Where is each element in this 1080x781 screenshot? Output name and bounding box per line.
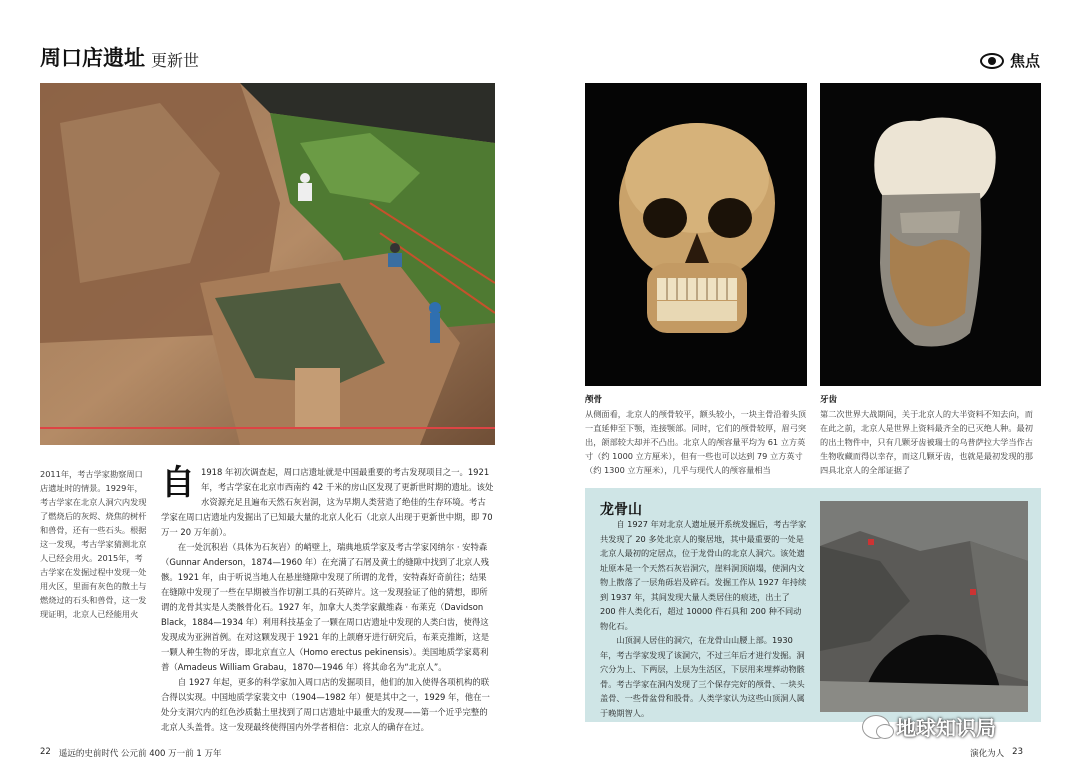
drop-cap: 自 <box>161 463 195 503</box>
page-title: 周口店遗址 <box>40 46 145 70</box>
body-paragraph: 1918 年初次调查起，周口店遗址就是中国最重要的考古发现项目之一。1921 年，考古学家在北京市西南约 42 千米的房山区发现了更新世时期的遗址。该处水资源充足且遍布天然石灰岩洞，这为早期人类营造了绝佳的生存环境。考古学家在周口店遗址内发掘出了已知最大量的北京人化石（北京人出现于更新世中期，即 70 万一 20 万年前）。 <box>161 467 494 537</box>
eye-icon <box>980 53 1004 69</box>
main-article <box>161 465 494 735</box>
cave-photo <box>820 501 1028 712</box>
footer-left <box>40 747 221 759</box>
focus-text: 焦点 <box>1009 52 1040 70</box>
skull-photo <box>585 83 807 386</box>
panel-title: 龙骨山 <box>600 502 642 518</box>
panel-paragraph: 山顶洞人居住的洞穴，在龙骨山山腰上部。1930 年，考古学家发现了该洞穴，不过三年后才进行发掘。洞穴分为上、下两层，上层为生活区，下层用来埋葬动物骸骨。考古学家在洞内发现了三个保存完好的颅骨、一块头盖骨、一些骨盆骨和股骨。人类学家认为这些山顶洞人属于晚期智人。 <box>600 635 805 718</box>
skull-caption-heading: 颅骨 <box>585 395 603 405</box>
chat-bubble-icon <box>862 715 890 739</box>
watermark-text: 地球知识局 <box>896 716 996 740</box>
tooth-caption-text: 第二次世界大战期间，关于北京人的大半资料不知去向，而在此之前，北京人是世界上资料最齐全的已灭绝人种。最初的出土物件中，只有几颗牙齿被瑞士的乌普萨拉大学当作古生物收藏而得以幸存，而这几颗牙齿，也就是最初发现的那四具北京人的全部证据了 <box>820 409 1033 475</box>
watermark <box>862 712 996 741</box>
body-paragraph: 自 1927 年起，更多的科学家加入周口店的发掘项目，他们的加入使得各项机构的联合得以实现。中国地质学家裴文中（1904—1982 年）便是其中之一，1929 年，他在一处分支洞穴内的红色沙质黏土里找到了周口店遗址中最重大的发现——第一个近乎完整的北京人头盖骨。这一发现最终使得国内外学者相信：北京人的确存在过。 <box>161 677 490 732</box>
page-number-right: 23 <box>1012 747 1023 757</box>
excavation-site-photo <box>40 83 495 445</box>
tooth-caption <box>820 393 1041 477</box>
focus-label <box>980 50 1040 71</box>
panel-paragraph: 自 1927 年对北京人遗址展开系统发掘后，考古学家共发现了 20 多处北京人的聚居地，其中最重要的一处是北京人最初的定居点，位于龙骨山的北京人洞穴。该处遗址原本是一个天然石灰岩洞穴，崖料洞顶崩塌，使洞内文物上散落了一层角砾岩及碎石。发掘工作从 1927 年持续到 1937 年，其间发现大量人类居住的痕迹，出土了 200 件人类化石，超过 10000 件石具和 200 种不同动物化石。 <box>600 519 807 631</box>
footer-right <box>970 747 1023 759</box>
tooth-photo <box>820 83 1041 386</box>
page-number-left: 22 <box>40 747 51 757</box>
page-subtitle: 更新世 <box>151 51 200 70</box>
skull-caption <box>585 393 807 477</box>
tooth-caption-heading: 牙齿 <box>820 395 838 405</box>
body-paragraph: 在一处沉积岩（具体为石灰岩）的峭壁上，瑞典地质学家及考古学家冈纳尔 · 安特森（Gunnar Anderson，1874—1960 年）在充满了石屑及黄土的缝隙中找到了北京人残骸。1921 年，由于听说当地人在悬崖缝隙中发现了所谓的龙骨，安特森好奇前往；结果在缝隙中发现了一些在早期被当作切割工具的石英碎片。这一发现验证了他的猜想，即所谓的龙骨其实是人类骸骨化石。1927 年，加拿大人类学家戴维森 · 布莱克（Davidson Black，1884—1934 年）利用科技基金了一颗在周口店遗址中发现的人类臼齿，使得这发现成为亚洲首例。在对这颗发现于 1921 年的上颌磨牙进行研究后，布莱克推断，这是一颗人种生物的牙齿，即北京直立人（Homo erectus pekinensis）。美国地质学家葛利普（Amadeus William Grabau，1870—1946 年）将其命名为“北京人”。 <box>161 542 490 672</box>
running-title-right: 演化为人 <box>970 749 1005 759</box>
running-title-left: 遥远的史前时代 公元前 400 万一前 1 万年 <box>58 749 222 759</box>
panel-text <box>600 517 808 720</box>
site-photo-caption: 2011年，考古学家勘察周口店遗址时的情景。1929年，考古学家在北京人洞穴内发现了燃烧后的灰烬、烧焦的树杆和兽骨，还有一些石头。根据这一发现，考古学家猜测北京人已经会用火。2015年，考古学家在发掘过程中发现一处用火区，里面有灰色的散土与燃烧过的石头和兽骨，这一发现证明，北京人已经能用火 <box>40 469 147 619</box>
skull-caption-text: 从侧面看，北京人的颅骨较平，额头较小，一块主骨沿着头顶一直延伸至下颚，连接颚部。同时，它们的颅骨较厚，眉弓突出，颌部较大却并不凸出。北京人的颅容量平均为 61 立方英寸（约 1000 立方厘米），但有一些也可以达到 79 立方英寸（约 1300 立方厘米），几乎与现代人的颅容量相当 <box>585 409 807 475</box>
